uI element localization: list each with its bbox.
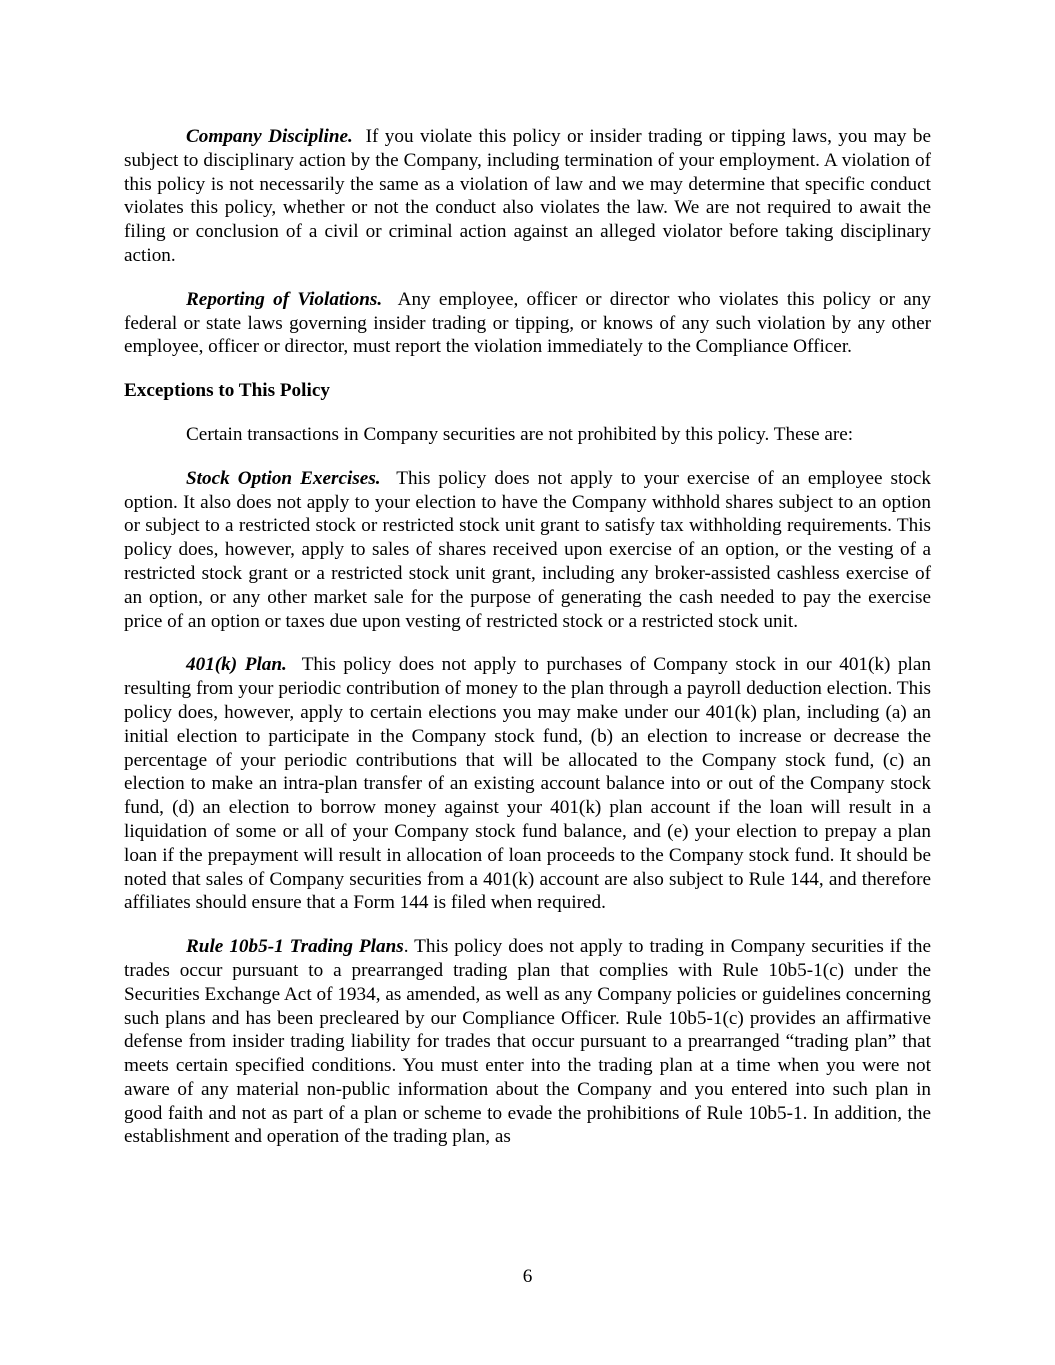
run-in-heading: 401(k) Plan. xyxy=(186,654,287,676)
paragraph-text: This policy does not apply to purchases of Company stock in our 401(k) plan resulting from your periodic contribution of money to the plan through a payroll deduction election. This policy does, however, apply to certain elections you may make under our 401(k) plan, including (a) an initial election to participate in the Company stock fund, (b) an election to increase or decrease the percentage of your periodic contributions that will be allocated to the Company stock fund, (c) an election to make an intra-plan transfer of an existing account balance into or out of the Company stock fund, (d) an election to borrow money against your 401(k) plan account if the loan will result in a liquidation of some or all of your Company stock fund balance, and (e) your election to prepay a plan loan if the prepayment will result in allocation of loan proceeds to the Company stock fund. It should be noted that sales of Company securities from a 401(k) account are also subject to Rule 144, and therefore affiliates should ensure that a Form 144 is filed when required. xyxy=(124,654,931,914)
paragraph-exceptions-intro xyxy=(124,423,931,447)
paragraph-text: If you violate this policy or insider trading or tipping laws, you may be subject to disciplinary action by the Company, including termination of your employment. A violation of this policy is not necessarily the same as a violation of law and we may determine that specific conduct violates this policy, whether or not the conduct also violates the law. We are not required to await the filing or conclusion of a civil or criminal action against an alleged violator before taking disciplinary action. xyxy=(124,126,931,266)
run-in-heading: Rule 10b5-1 Trading Plans xyxy=(186,936,404,958)
paragraph-rule-10b5-1-trading-plans xyxy=(124,935,931,1149)
paragraph-text: Any employee, officer or director who violates this policy or any federal or state laws governing insider trading or tipping, or knows of any such violation by any other employee, officer or director, must report the violation immediately to the Compliance Officer. xyxy=(124,288,931,358)
paragraph-company-discipline xyxy=(124,125,931,268)
page-number: 6 xyxy=(522,1266,533,1287)
paragraph-text: This policy does not apply to your exercise of an employee stock option. It also does not apply to your election to have the Company withhold shares subject to an option or subject to a restricted stock or restricted stock unit grant to satisfy tax withholding requirements. This policy does, however, apply to sales of shares received upon exercise of an option, or the vesting of a restricted stock grant or a restricted stock unit grant, including any broker-assisted cashless exercise of an option, or any other market sale for the purpose of generating the cash needed to pay the exercise price of an option or taxes due upon vesting of restricted stock or a restricted stock unit. xyxy=(124,467,932,632)
paragraph-reporting-of-violations xyxy=(124,288,931,359)
run-in-heading: Company Discipline. xyxy=(186,126,353,147)
document-body xyxy=(124,125,931,1149)
paragraph-401k-plan xyxy=(124,653,931,915)
run-in-heading: Reporting of Violations. xyxy=(186,288,383,310)
paragraph-text: Certain transactions in Company securities are not prohibited by this policy. These are: xyxy=(186,423,854,445)
run-in-heading: Stock Option Exercises. xyxy=(186,467,381,489)
paragraph-text: . This policy does not apply to trading in Company securities if the trades occur pursuant to a prearranged trading plan that complies with Rule 10b5-1(c) under the Securities Exchange Act of 1934, as amended, as well as any Company policies or guidelines concerning such plans and has been precleared by our Compliance Officer. Rule 10b5-1(c) provides an affirmative defense from insider trading liability for trades that occur pursuant to a prearranged “trading plan” that meets certain specified conditions. You must enter into the trading plan at a time when you were not aware of any material non-public information about the Company and you entered into such plan in good faith and not as part of a plan or scheme to evade the prohibitions of Rule 10b5-1. In addition, the establishment and operation of the trading plan, as xyxy=(124,936,931,1148)
section-heading: Exceptions to This Policy xyxy=(124,380,330,402)
paragraph-stock-option-exercises xyxy=(124,467,931,634)
